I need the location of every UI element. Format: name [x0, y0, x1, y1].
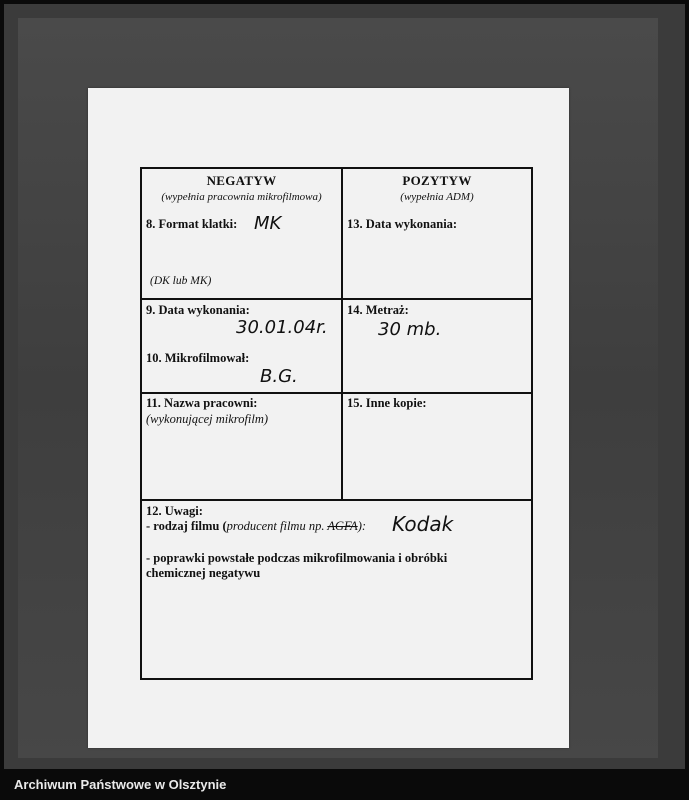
- negatyw-subtitle: (wypełnia pracownia mikrofilmowa): [161, 191, 322, 203]
- row-divider-3: [142, 499, 531, 501]
- row-divider-2: [142, 392, 531, 394]
- negatyw-header: [142, 173, 341, 203]
- film-example: AGFA: [327, 519, 358, 533]
- pozytyw-header: [343, 173, 531, 203]
- microfilmed-label: 10. Mikrofilmował:: [146, 351, 250, 365]
- pozytyw-subtitle: (wypełnia ADM): [400, 191, 474, 203]
- meter-label: 14. Metraż:: [347, 303, 409, 317]
- format-label: 8. Format klatki:: [146, 217, 238, 231]
- film-producer-hint: producent filmu np.: [226, 519, 328, 533]
- corrections-line-2: chemicznej negatywu: [146, 566, 261, 580]
- negatyw-title: NEGATYW: [206, 173, 277, 188]
- workshop-label: 11. Nazwa pracowni:: [146, 396, 258, 410]
- archive-name: Archiwum Państwowe w Olsztynie: [14, 777, 227, 792]
- format-hint: (DK lub MK): [150, 275, 212, 287]
- film-type-prefix: - rodzaj filmu (: [146, 519, 227, 533]
- microfilmed-value: B.G.: [260, 366, 298, 387]
- film-type-value: Kodak: [392, 512, 454, 536]
- pozytyw-date-label: 13. Data wykonania:: [347, 217, 458, 231]
- film-type-line: [146, 519, 366, 534]
- notes-label: 12. Uwagi:: [146, 504, 203, 518]
- workshop-hint: (wykonującej mikrofilm): [146, 412, 269, 426]
- meter-value: 30 mb.: [378, 319, 442, 340]
- pozytyw-title: POZYTYW: [402, 173, 472, 188]
- negatyw-date-label: 9. Data wykonania:: [146, 303, 250, 317]
- document-card: [88, 88, 569, 748]
- film-type-suffix: ):: [357, 519, 367, 533]
- corrections-line-1: - poprawki powstałe podczas mikrofilmowania i obróbki: [146, 551, 448, 565]
- column-divider: [341, 169, 343, 501]
- format-value: MK: [254, 213, 282, 234]
- row-divider-1: [142, 298, 531, 300]
- copies-label: 15. Inne kopie:: [347, 396, 427, 410]
- negatyw-date-value: 30.01.04r.: [236, 317, 328, 338]
- form-table: [140, 167, 533, 680]
